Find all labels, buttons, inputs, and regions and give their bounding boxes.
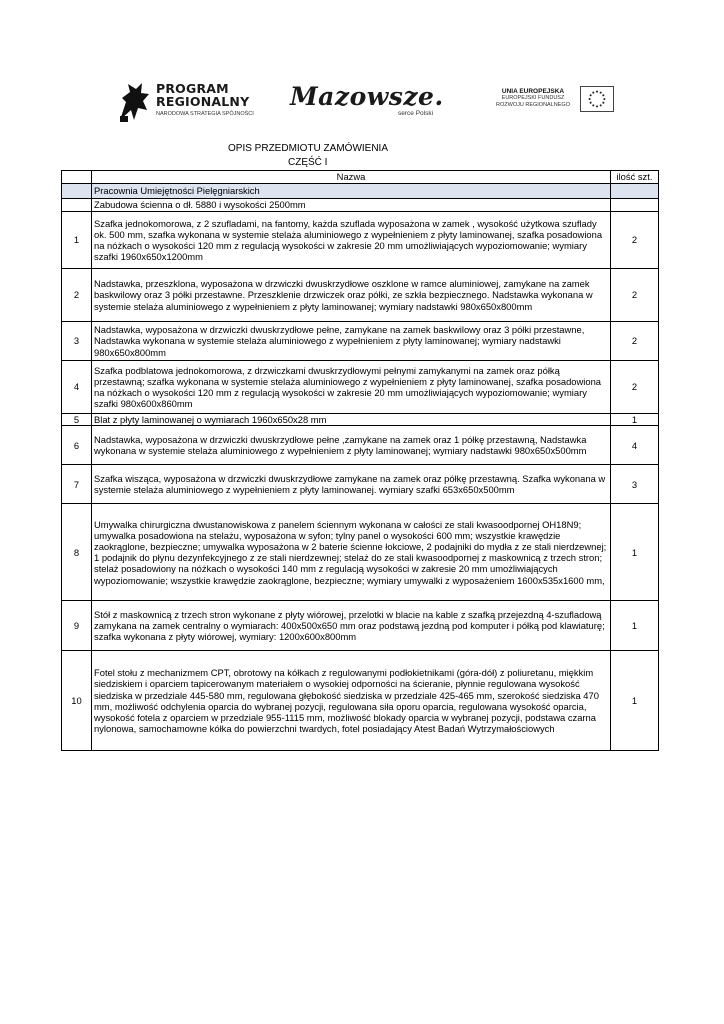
eu-line2: EUROPEJSKI FUNDUSZ bbox=[501, 95, 565, 101]
row-number: 6 bbox=[62, 426, 92, 465]
row-description: Szafka jednokomorowa, z 2 szufladami, na fantomy, każda szuflada wyposażona w zamek , wysokość użytkowa szuflady ok. 500 mm, szafka wykonana w systemie stelaża aluminiowego z wypełnieniem z płyty laminowanej, szafka posadowiona na nóżkach o wysokości 120 mm z regulacją wysokości w zakresie 20 mm umożliwiających wypoziomowanie; wymiary szafki 1960x650x1200mm bbox=[92, 212, 611, 269]
section-qty-cell bbox=[611, 184, 659, 199]
row-number: 8 bbox=[62, 504, 92, 601]
row-quantity: 1 bbox=[611, 601, 659, 651]
subheader-lp-cell bbox=[62, 199, 92, 212]
table-row bbox=[62, 361, 659, 414]
table-row bbox=[62, 269, 659, 322]
program-line1: PROGRAM bbox=[156, 81, 229, 96]
row-description: Stół z maskownicą z trzech stron wykonane z płyty wiórowej, przelotki w blacie na kable z szafką przejezdną 4-szufladową zamykana na zamek centralny o wymiarach: 400x500x650 mm oraz podstawą jezdną pod komputer i półką pod klawiaturę; szafka wykonana z płyty wiórowej, wymiary: 1200x600x800mm bbox=[92, 601, 611, 651]
header-name-cell: Nazwa bbox=[92, 171, 611, 184]
row-number: 9 bbox=[62, 601, 92, 651]
eu-flag-icon bbox=[580, 86, 614, 112]
section-lp-cell bbox=[62, 184, 92, 199]
header-logos bbox=[112, 78, 616, 128]
row-number: 4 bbox=[62, 361, 92, 414]
eu-line3: ROZWOJU REGIONALNEGO bbox=[496, 102, 570, 108]
table-row bbox=[62, 212, 659, 269]
program-line2: REGIONALNY bbox=[156, 94, 250, 109]
row-quantity: 1 bbox=[611, 414, 659, 426]
row-number: 10 bbox=[62, 651, 92, 751]
eu-logo bbox=[490, 86, 616, 122]
row-description: Nadstawka, przeszklona, wyposażona w drzwiczki dwuskrzydłowe oszklone w ramce aluminiowej, zamykane na zamek baskwilowy oraz 3 półki przestawne. Przeszklenie drzwiczek oraz półki, ze szkła bezpiecznego. Nadstawka wykonana w systemie stelaża aluminiowego z wypełnieniem z płyty laminowanej; wymiary nadstawki 980x650x800mm bbox=[92, 269, 611, 322]
eu-text bbox=[490, 88, 576, 109]
row-description: Nadstawka, wyposażona w drzwiczki dwuskrzydłowe pełne, zamykane na zamek baskwilowy oraz 3 półki przestawne, Nadstawka wykonana w systemie stelaża aluminiowego z wypełnieniem z płyty laminowanej; wymiary nadstawki 980x650x800mm bbox=[92, 322, 611, 361]
section-title: Pracownia Umiejętności Pielęgniarskich bbox=[92, 184, 611, 199]
mazowsze-logo bbox=[290, 80, 460, 126]
document-title: OPIS PRZEDMIOTU ZAMÓWIENIA bbox=[228, 143, 389, 154]
subheader-title: Zabudowa ścienna o dł. 5880 i wysokości 2500mm bbox=[92, 199, 611, 212]
row-description: Nadstawka, wyposażona w drzwiczki dwuskrzydłowe pełne ,zamykane na zamek oraz 1 półkę przestawną, Nadstawka wykonana w systemie stelaża aluminiowego z wypełnieniem z płyty laminowanej; wymiary nadstawki 980x650x500mm bbox=[92, 426, 611, 465]
row-number: 5 bbox=[62, 414, 92, 426]
table-row bbox=[62, 426, 659, 465]
program-regionalny-logo bbox=[112, 78, 272, 128]
row-quantity: 2 bbox=[611, 212, 659, 269]
program-regionalny-emblem-icon bbox=[116, 80, 152, 124]
row-number: 3 bbox=[62, 322, 92, 361]
table-row bbox=[62, 465, 659, 504]
row-quantity: 3 bbox=[611, 465, 659, 504]
table-row bbox=[62, 504, 659, 601]
row-description: Szafka wisząca, wyposażona w drzwiczki dwuskrzydłowe zamykane na zamek oraz półkę przestawną. Szafka wykonana w systemie stelaża aluminiowego z wypełnieniem z płyty laminowanej. wymiary szafki 653x650x500mm bbox=[92, 465, 611, 504]
header-lp-cell bbox=[62, 171, 92, 184]
row-quantity: 1 bbox=[611, 504, 659, 601]
row-description: Fotel stołu z mechanizmem CPT, obrotowy na kółkach z regulowanymi podłokietnikami (góra-dół) z poliuretanu, miękkim siedziskiem i oparciem tapicerowanym materiałem o wysokiej odporności na ścieranie, płynnie regulowana wysokość siedziska w przedziale 445-580 mm, regulowana głębokość siedziska w przedziale 425-465 mm, szerokość siedziska 470 mm, możliwość odchylenia oparcia do wybranej pozycji, regulowana siła oporu oparcia, regulowana wysokość oparcia, wysokość fotela z oparciem w przedziale 955-1115 mm, możliwość blokady oparcia w wybranej pozycji, podstawa czarna nylonowa, samochamowne kółka do powierzchni twardych, fotel posiadający Atest Badań Wytrzymałościowych bbox=[92, 651, 611, 751]
subheader-qty-cell bbox=[611, 199, 659, 212]
table-header-row bbox=[62, 171, 659, 184]
row-number: 2 bbox=[62, 269, 92, 322]
row-quantity: 2 bbox=[611, 322, 659, 361]
row-number: 1 bbox=[62, 212, 92, 269]
header-qty-cell: ilość szt. bbox=[611, 171, 659, 184]
table-row bbox=[62, 601, 659, 651]
row-description: Szafka podblatowa jednokomorowa, z drzwiczkami dwuskrzydłowymi pełnymi zamykanymi na zamek oraz półką przestawną; szafka wykonana w systemie stelaża aluminiowego z wypełnieniem z płyty laminowanej, szafka posadowiona na nóżkach o wysokości 120 mm z regulacją wysokości w zakresie 20 mm umożliwiających wypoziomowanie; wymiary szafki 980x600x860mm bbox=[92, 361, 611, 414]
row-quantity: 4 bbox=[611, 426, 659, 465]
mazowsze-tagline: serce Polski bbox=[398, 110, 434, 117]
mazowsze-wordmark: Mazowsze. bbox=[290, 82, 444, 111]
specification-table bbox=[61, 170, 659, 751]
row-quantity: 2 bbox=[611, 269, 659, 322]
program-regionalny-wordmark bbox=[156, 82, 249, 108]
subheader-row bbox=[62, 199, 659, 212]
row-number: 7 bbox=[62, 465, 92, 504]
row-quantity: 1 bbox=[611, 651, 659, 751]
row-description: Blat z płyty laminowanej o wymiarach 1960x650x28 mm bbox=[92, 414, 611, 426]
program-subtitle: NARODOWA STRATEGIA SPÓJNOŚCI bbox=[156, 111, 254, 117]
row-description: Umywalka chirurgiczna dwustanowiskowa z panelem ściennym wykonana w całości ze stali kwasoodpornej OH18N9; umywalka posadowiona na stelażu, wyposażona w syfon; tylny panel o wysokości 600 mm; wszystkie krawędzie zaokrąglone, bezpieczne; umywalka wyposażona w 2 baterie ścienne łokciowe, 2 podajniki do mydła z ze stali nierdzewnej; 1 podajnik do płynu dezynfekcyjnego z ze stali nierdzewnej; stelaż do ze stali kwasoodpornej z maskownicą z trzech stron; stelaż posadowiony na nóżkach o wysokości 140 mm z regulacją wysokości w zakresie 20 mm umożliwiających wypoziomowanie; wszystkie krawędzie zaokrąglone, bezpieczne; wymiary umywalki z wyposażeniem 1600x535x1600 mm, bbox=[92, 504, 611, 601]
table-row bbox=[62, 322, 659, 361]
table-row bbox=[62, 414, 659, 426]
section-row bbox=[62, 184, 659, 199]
document-part: CZĘŚĆ I bbox=[288, 157, 328, 168]
eu-line1: UNIA EUROPEJSKA bbox=[501, 88, 565, 95]
table-row bbox=[62, 651, 659, 751]
row-quantity: 2 bbox=[611, 361, 659, 414]
